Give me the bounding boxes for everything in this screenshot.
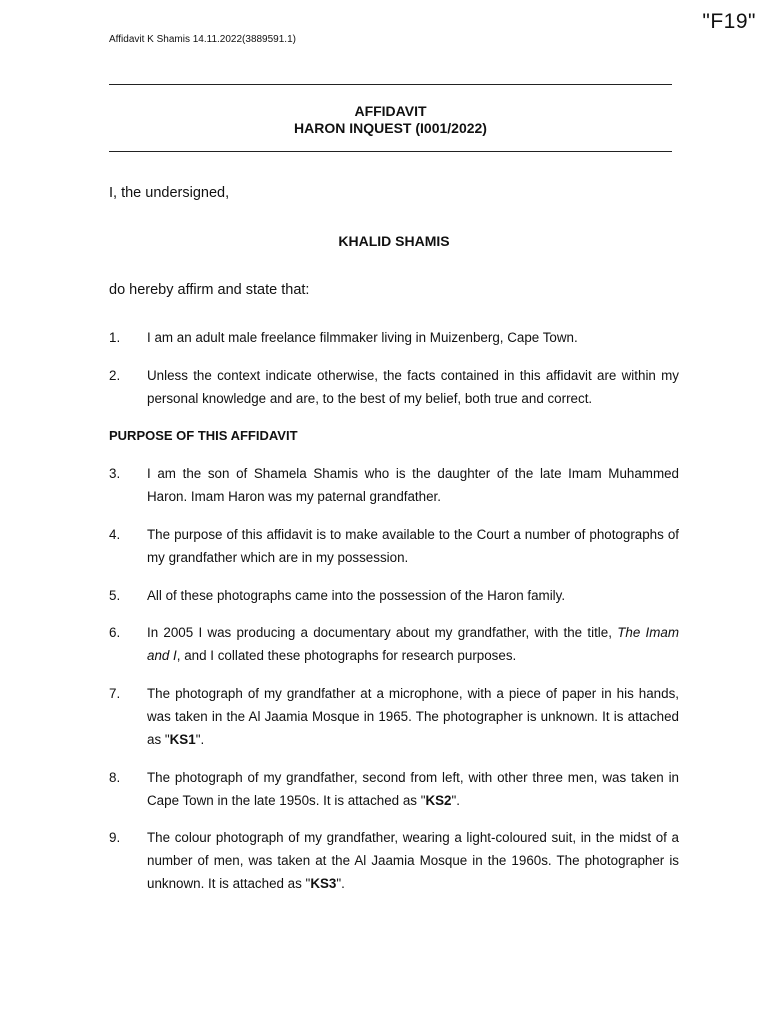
annexure-label: KS3 xyxy=(310,876,337,891)
paragraph-3 xyxy=(109,462,679,508)
documentary-title: The Imam and I xyxy=(147,625,679,663)
paragraph-text-part: The photograph of my grandfather, second from left, with other three men, was taken in Cape Town in the late 1950s. It is attached as " xyxy=(147,770,679,808)
paragraph-5 xyxy=(109,584,679,607)
paragraph-number: 3. xyxy=(109,466,121,481)
paragraph-text xyxy=(147,766,679,812)
paragraph-number: 8. xyxy=(109,770,121,785)
paragraph-number: 9. xyxy=(109,830,121,845)
paragraph-text-part: In 2005 I was producing a documentary about my grandfather, with the title, xyxy=(147,625,618,640)
paragraph-number: 2. xyxy=(109,368,121,383)
paragraph-7 xyxy=(109,682,679,751)
intro-line: I, the undersigned, xyxy=(109,185,230,201)
document-title: AFFIDAVIT xyxy=(354,103,427,119)
paragraph-text-part: ". xyxy=(195,732,205,747)
deponent-name: KHALID SHAMIS xyxy=(338,233,450,249)
paragraph-text-part: ". xyxy=(451,793,460,808)
paragraph-text xyxy=(147,826,679,895)
paragraph-number: 6. xyxy=(109,625,121,640)
paragraph-1 xyxy=(109,326,679,349)
affirm-line: do hereby affirm and state that: xyxy=(109,282,310,298)
paragraph-9 xyxy=(109,826,679,895)
paragraph-text: I am an adult male freelance filmmaker living in Muizenberg, Cape Town. xyxy=(147,330,578,345)
paragraph-number: 5. xyxy=(109,588,121,603)
paragraph-text: Unless the context indicate otherwise, the facts contained in this affidavit are within my personal knowledge and are, to the best of my belief, both true and correct. xyxy=(147,368,679,406)
paragraph-number: 7. xyxy=(109,686,121,701)
paragraph-text-part: , and I collated these photographs for research purposes. xyxy=(176,648,517,663)
exhibit-label: "F19" xyxy=(702,10,756,33)
paragraph-6 xyxy=(109,621,679,667)
paragraph-text-part: ". xyxy=(336,876,345,891)
annexure-label: KS1 xyxy=(169,732,196,747)
title-block xyxy=(109,103,672,137)
running-header: Affidavit K Shamis 14.11.2022(3889591.1) xyxy=(109,34,296,45)
title-rule-bottom xyxy=(109,151,672,152)
paragraph-text-part: The photograph of my grandfather at a microphone, with a piece of paper in his hands, was taken in the Al Jaamia Mosque in 1965. The photographer is unknown. It is attached as " xyxy=(147,686,679,747)
section-heading: PURPOSE OF THIS AFFIDAVIT xyxy=(109,428,298,443)
paragraph-text xyxy=(147,682,679,751)
paragraph-8 xyxy=(109,766,679,812)
paragraph-text-part: The colour photograph of my grandfather, wearing a light-coloured suit, in the midst of a number of men, was taken at the Al Jaamia Mosque in the 1960s. The photographer is unknown. It is attached as " xyxy=(147,830,679,891)
paragraph-2 xyxy=(109,364,679,410)
paragraph-text: I am the son of Shamela Shamis who is the daughter of the late Imam Muhammed Haron. Imam Haron was my paternal grandfather. xyxy=(147,466,679,504)
paragraph-number: 4. xyxy=(109,527,121,542)
annexure-label: KS2 xyxy=(425,793,452,808)
paragraph-text: All of these photographs came into the possession of the Haron family. xyxy=(147,588,566,603)
paragraph-text xyxy=(147,621,679,667)
title-rule-top xyxy=(109,84,672,85)
paragraph-number: 1. xyxy=(109,330,121,345)
paragraph-4 xyxy=(109,523,679,569)
document-subtitle: HARON INQUEST (I001/2022) xyxy=(294,120,487,136)
paragraph-text: The purpose of this affidavit is to make available to the Court a number of photographs of my grandfather which are in my possession. xyxy=(147,527,679,565)
